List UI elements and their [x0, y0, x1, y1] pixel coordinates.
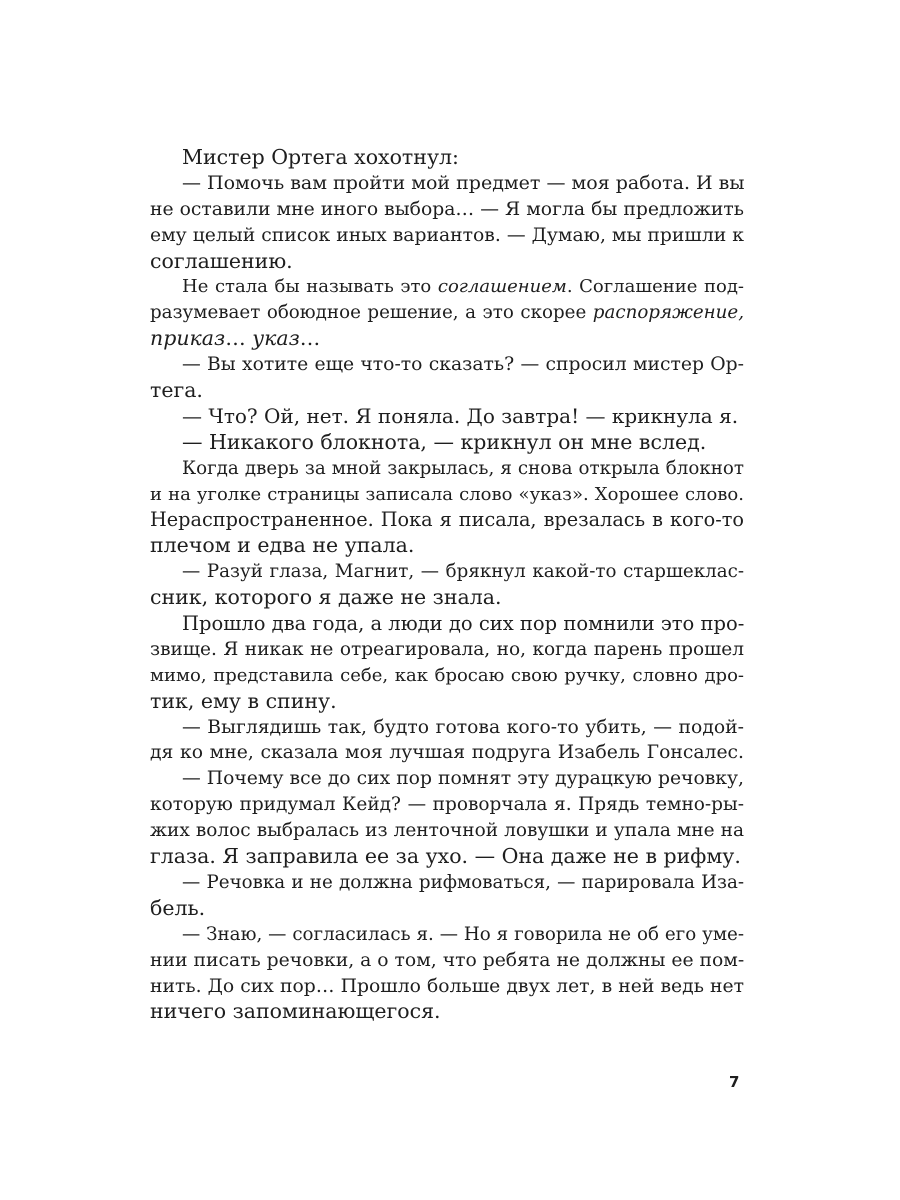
text-line: мимо, представила себе, как бросаю свою ручку, словно дро-: [150, 664, 744, 686]
text-line: — Разуй глаза, Магнит, — брякнул какой-то старшеклас-: [182, 561, 744, 583]
italic-word: распоряжение,: [592, 302, 744, 324]
text-line: — Никакого блокнота, — крикнул он мне вслед.: [182, 429, 707, 454]
italic-word: указ: [252, 326, 300, 351]
text-line: — Что? Ой, нет. Я поняла. До завтра! — крикнула я.: [182, 403, 739, 428]
text-line: приказ… указ…: [150, 326, 321, 351]
text-line: Нераспространенное. Пока я писала, врезалась в кого-то: [150, 508, 744, 532]
text-line: нии писать речовки, а о том, что ребята не должны ее пом-: [150, 949, 745, 971]
text-line: звище. Я никак не отреагировала, но, когда парень прошел: [150, 638, 744, 660]
italic-word: соглашением: [437, 276, 567, 298]
text-line: сник, которого я даже не знала.: [150, 585, 502, 610]
text-line: соглашению.: [150, 248, 293, 273]
text-line: и на уголке страницы записала слово «указ». Хорошее слово.: [150, 483, 744, 505]
text-line: разумевает обоюдное решение, а это скорее распоряжение,: [150, 302, 744, 324]
text-line: Не стала бы называть это соглашением. Соглашение под-: [182, 276, 744, 298]
italic-word: приказ: [150, 326, 226, 351]
text-line: Мистер Ортега хохотнул:: [182, 145, 459, 169]
text-line: плечом и едва не упала.: [150, 533, 415, 558]
text-line: Прошло два года, а люди до сих пор помнили это про-: [182, 612, 745, 636]
text-line: которую придумал Кейд? — проворчала я. Прядь темно-ры-: [150, 794, 744, 816]
text-line: бель.: [150, 895, 206, 920]
text-line: тик, ему в спину.: [150, 688, 337, 713]
page-number: 7: [729, 1073, 740, 1091]
text-line: — Почему все до сих пор помнят эту дурацкую речовку,: [182, 768, 744, 790]
text-line: — Знаю, — согласилась я. — Но я говорила не об его уме-: [182, 923, 744, 945]
text-line: тега.: [150, 378, 203, 403]
text-line: — Речовка и не должна рифмоваться, — парировала Иза-: [182, 871, 744, 893]
text-line: ничего запоминающегося.: [150, 999, 441, 1024]
text-line: — Помочь вам пройти мой предмет — моя работа. И вы: [182, 171, 745, 194]
body-text: [150, 145, 744, 1025]
text-line: не оставили мне иного выбора… — Я могла бы предложить: [150, 198, 744, 220]
text-line: Когда дверь за мной закрылась, я снова открыла блокнот: [182, 457, 744, 479]
text-line: глаза. Я заправила ее за ухо. — Она даже не в рифму.: [150, 844, 741, 869]
text-line: нить. До сих пор… Прошло больше двух лет, в ней ведь нет: [150, 975, 744, 997]
text-line: дя ко мне, сказала моя лучшая подруга Изабель Гонсалес.: [150, 742, 744, 764]
text-line: ему целый список иных вариантов. — Думаю, мы пришли к: [150, 224, 744, 246]
text-line: жих волос выбралась из ленточной ловушки и упала мне на: [150, 820, 744, 842]
text-line: — Выглядишь так, будто готова кого-то убить, — подой-: [182, 716, 744, 738]
text-line: — Вы хотите еще что-то сказать? — спросил мистер Ор-: [182, 354, 744, 376]
